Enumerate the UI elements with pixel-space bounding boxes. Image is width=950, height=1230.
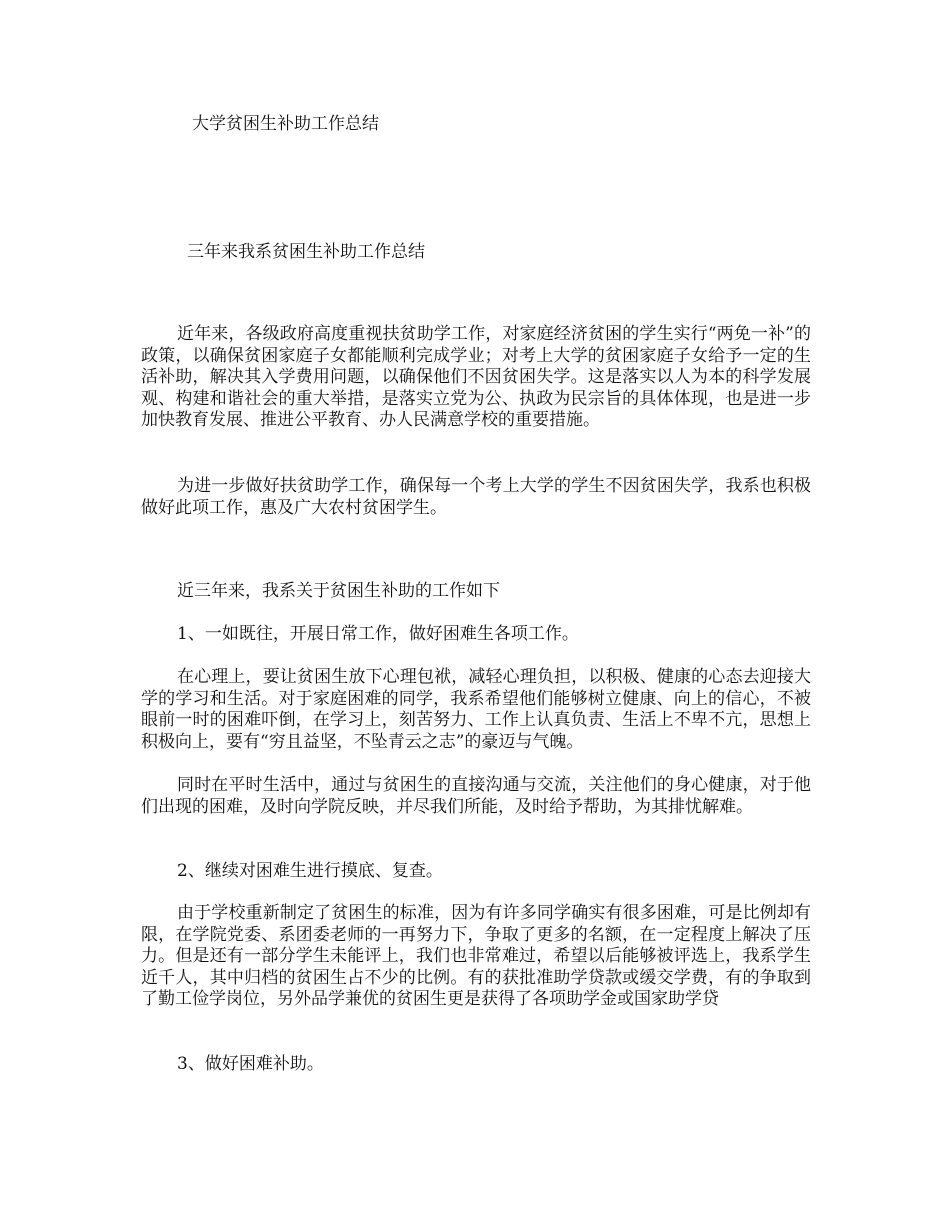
section-heading-3: 3、做好困难补助。 [177,1054,324,1074]
section-heading-2: 2、继续对困难生进行摸底、复查。 [177,861,443,881]
document-subtitle: 三年来我系贫困生补助工作总结 [187,242,425,262]
paragraph-review: 由于学校重新制定了贫困生的标准，因为有许多同学确实有很多困难，可是比例却有限，在学院党委、系团委老师的一再努力下，争取了更多的名额，在一定程度上解决了压力。但是还有一部分学生未能评上，我们也非常难过，希望以后能够被评选上，我系学生近千人，其中归档的贫困生占不少的比例。有的获批准助学贷款或缓交学费，有的争取到了勤工俭学岗位，另外品学兼优的贫困生更是获得了各项助学金或国家助学贷 [141,903,811,1009]
paragraph-intro: 近年来，各级政府高度重视扶贫助学工作，对家庭经济贫困的学生实行“两免一补”的政策，以确保贫困家庭子女都能顺利完成学业；对考上大学的贫困家庭子女给予一定的生活补助，解决其入学费用问题，以确保他们不因贫困失学。这是落实以人为本的科学发展观、构建和谐社会的重大举措，是落实立党为公、执政为民宗旨的具体体现，也是进一步加快教育发展、推进公平教育、办人民满意学校的重要措施。 [141,324,811,430]
paragraph-overview: 近三年来，我系关于贫困生补助的工作如下 [177,581,500,601]
document-title: 大学贫困生补助工作总结 [192,114,379,134]
paragraph-purpose: 为进一步做好扶贫助学工作，确保每一个考上大学的学生不因贫困失学，我系也积极做好此项工作，惠及广大农村贫困学生。 [141,476,811,518]
paragraph-psychology: 在心理上，要让贫困生放下心理包袱，减轻心理负担，以积极、健康的心态去迎接大学的学习和生活。对于家庭困难的同学，我系希望他们能够树立健康、向上的信心，不被眼前一时的困难吓倒，在学习上，刻苦努力、工作上认真负责、生活上不卑不亢，思想上积极向上，要有“穷且益坚，不坠青云之志”的豪迈与气魄。 [141,667,811,752]
paragraph-communication: 同时在平时生活中，通过与贫困生的直接沟通与交流，关注他们的身心健康，对于他们出现的困难，及时向学院反映，并尽我们所能，及时给予帮助，为其排忧解难。 [141,775,811,817]
section-heading-1: 1、一如既往，开展日常工作，做好困难生各项工作。 [177,624,579,644]
